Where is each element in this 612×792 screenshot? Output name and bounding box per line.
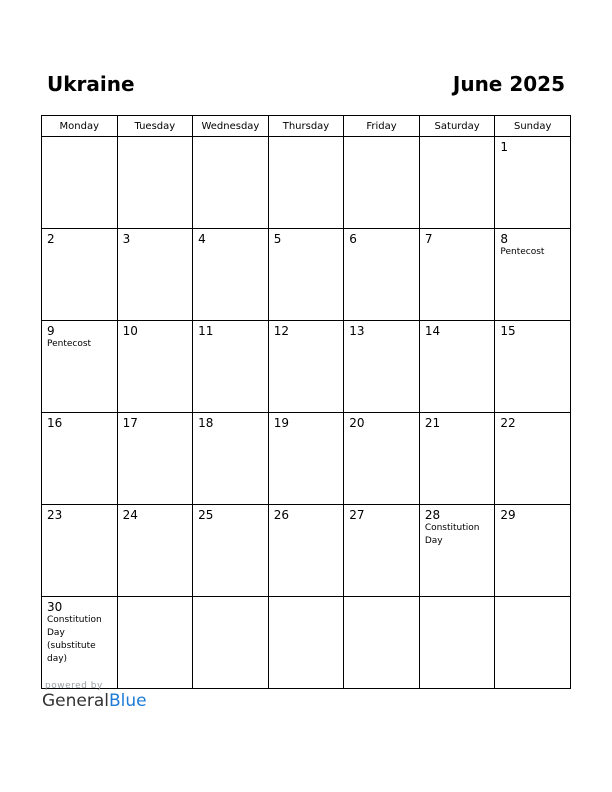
day-cell xyxy=(193,597,269,689)
day-number: 10 xyxy=(122,324,138,338)
weekday-header: Saturday xyxy=(419,116,495,137)
day-cell xyxy=(419,597,495,689)
day-cell xyxy=(419,229,495,321)
day-cell xyxy=(193,505,269,597)
day-number: 16 xyxy=(47,416,63,430)
footer xyxy=(42,681,147,711)
day-number: 15 xyxy=(500,324,516,338)
day-cell xyxy=(344,413,420,505)
day-number: 2 xyxy=(47,232,55,246)
day-cell xyxy=(268,413,344,505)
holiday-label: Pentecost xyxy=(500,247,545,257)
day-number: 25 xyxy=(198,508,214,522)
brand-general: General xyxy=(42,691,109,711)
day-number: 18 xyxy=(198,416,214,430)
day-cell xyxy=(344,321,420,413)
day-number: 13 xyxy=(349,324,365,338)
day-cell xyxy=(42,505,118,597)
day-cell xyxy=(268,597,344,689)
day-cell xyxy=(495,229,571,321)
day-number: 28 xyxy=(424,508,441,522)
day-number: 12 xyxy=(273,324,289,338)
day-number: 9 xyxy=(47,324,55,338)
brand-logo xyxy=(42,691,147,711)
day-number: 23 xyxy=(47,508,63,522)
day-cell xyxy=(344,137,420,229)
day-number: 21 xyxy=(424,416,441,430)
day-cell xyxy=(117,321,193,413)
week-row xyxy=(42,413,571,505)
day-number: 3 xyxy=(122,232,131,246)
day-cell xyxy=(42,137,118,229)
day-cell xyxy=(495,597,571,689)
day-cell xyxy=(193,229,269,321)
day-number: 14 xyxy=(424,324,441,338)
day-cell xyxy=(268,321,344,413)
day-number: 11 xyxy=(198,324,214,338)
day-cell xyxy=(344,229,420,321)
day-cell xyxy=(117,413,193,505)
day-number: 19 xyxy=(273,416,289,430)
weekday-header: Monday xyxy=(42,116,118,137)
day-number: 24 xyxy=(122,508,138,522)
day-cell xyxy=(42,597,118,689)
day-number: 8 xyxy=(500,232,509,246)
week-row xyxy=(42,505,571,597)
day-cell xyxy=(495,413,571,505)
day-cell xyxy=(495,137,571,229)
day-cell xyxy=(268,229,344,321)
day-cell xyxy=(117,597,193,689)
weekday-header: Sunday xyxy=(495,116,571,137)
day-cell xyxy=(495,505,571,597)
day-cell xyxy=(42,321,118,413)
day-number: 30 xyxy=(47,600,63,614)
weekday-header: Wednesday xyxy=(193,116,269,137)
holiday-label: Pentecost xyxy=(47,339,92,349)
calendar-body xyxy=(42,137,571,689)
day-cell xyxy=(419,505,495,597)
day-cell xyxy=(42,413,118,505)
week-row xyxy=(42,321,571,413)
day-cell xyxy=(419,321,495,413)
day-number: 7 xyxy=(424,232,433,246)
calendar-grid xyxy=(41,115,571,689)
day-number: 6 xyxy=(349,232,357,246)
day-cell xyxy=(419,137,495,229)
day-cell xyxy=(42,229,118,321)
weekday-header: Friday xyxy=(344,116,420,137)
holiday-label: Constitution Day (substitute day) xyxy=(47,615,102,664)
week-row xyxy=(42,597,571,689)
day-cell xyxy=(344,505,420,597)
day-number: 27 xyxy=(349,508,365,522)
day-number: 22 xyxy=(500,416,516,430)
day-cell xyxy=(193,321,269,413)
country-title: Ukraine xyxy=(47,72,135,96)
weekday-header: Thursday xyxy=(268,116,344,137)
day-cell xyxy=(193,413,269,505)
holiday-label: Constitution Day xyxy=(424,523,480,546)
day-number: 20 xyxy=(349,416,365,430)
week-row xyxy=(42,137,571,229)
day-cell xyxy=(419,413,495,505)
week-row xyxy=(42,229,571,321)
day-cell xyxy=(344,597,420,689)
day-number: 4 xyxy=(198,232,206,246)
day-number: 29 xyxy=(500,508,516,522)
day-cell xyxy=(268,505,344,597)
weekday-header: Tuesday xyxy=(117,116,193,137)
powered-by-text: powered by xyxy=(45,681,103,691)
weekday-header-row xyxy=(42,116,571,137)
day-number: 5 xyxy=(273,232,282,246)
brand-blue: Blue xyxy=(109,691,147,711)
day-number: 1 xyxy=(500,140,509,154)
day-number: 17 xyxy=(122,416,138,430)
day-cell xyxy=(193,137,269,229)
month-year-title: June 2025 xyxy=(452,72,565,96)
day-cell xyxy=(495,321,571,413)
day-cell xyxy=(268,137,344,229)
day-cell xyxy=(117,137,193,229)
day-cell xyxy=(117,505,193,597)
day-number: 26 xyxy=(273,508,289,522)
day-cell xyxy=(117,229,193,321)
